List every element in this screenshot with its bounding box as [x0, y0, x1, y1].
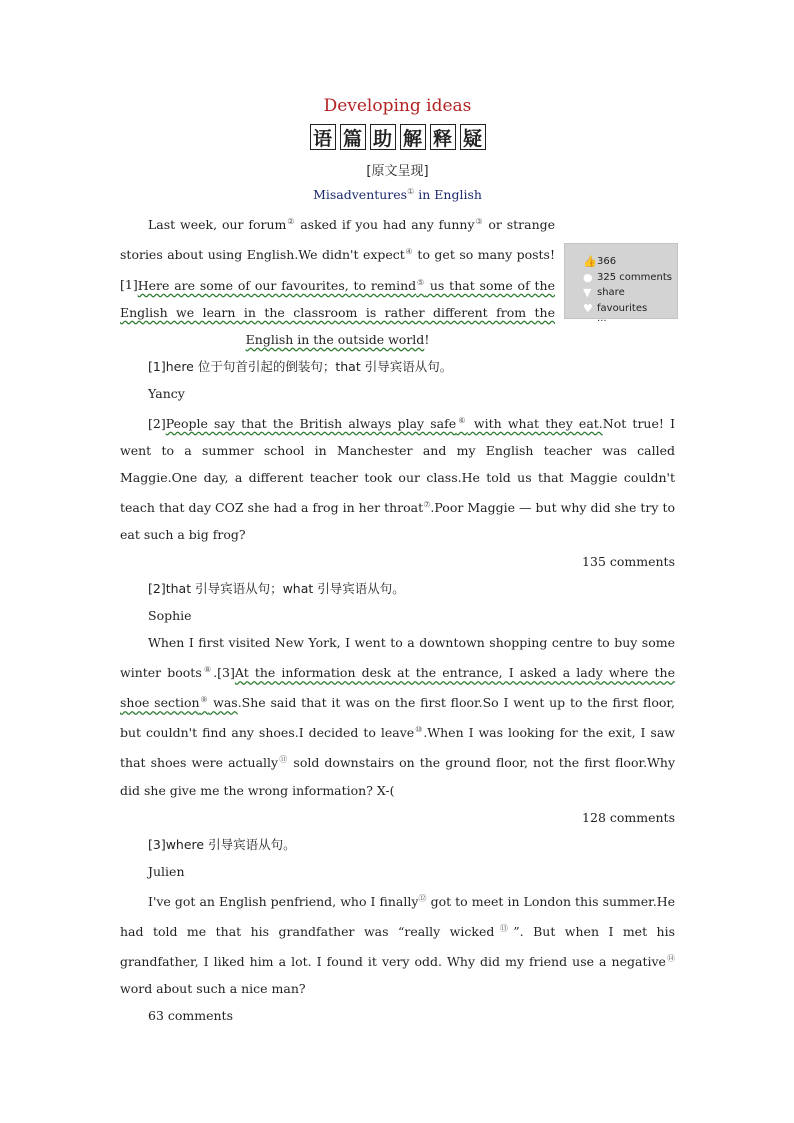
section-banner — [120, 124, 675, 150]
banner-char: 释 — [430, 124, 456, 150]
banner-char: 语 — [310, 124, 336, 150]
grammar-note: [2]that 引导宾语从句；what 引导宾语从句。 — [148, 580, 405, 596]
grammar-note: [3]where 引导宾语从句。 — [148, 836, 296, 852]
banner-char: 助 — [370, 124, 396, 150]
comment-bubble-icon: ● — [583, 270, 593, 284]
comment-count[interactable]: 128 comments — [582, 809, 675, 825]
banner-char: 解 — [400, 124, 426, 150]
more-row[interactable]: ... — [597, 316, 607, 322]
highlighted-sentence: At the information desk at the entrance, I asked a lady where the shoe section⑨ was — [120, 665, 676, 711]
username: Yancy — [148, 385, 185, 401]
highlighted-sentence: People say that the British always play safe⑥ with what they eat. — [165, 415, 603, 431]
page-heading: Developing ideas — [323, 96, 472, 116]
post-paragraph: I've got an English penfriend, who I finally⑫ got to meet in London this summer.He had told me that his grandfather was “really wicked⑬”. But when I met his grandfather, I liked him a lot. I found it very odd. Why did my friend use a negative⑭ word about such a nice man? — [120, 893, 676, 997]
banner-char: 疑 — [460, 124, 486, 150]
thumbs-up-icon: 👍 — [583, 255, 597, 269]
banner-char: 篇 — [340, 124, 366, 150]
comment-count[interactable]: 135 comments — [582, 553, 675, 569]
share-row[interactable]: ▼ share — [583, 286, 625, 300]
username: Julien — [148, 863, 185, 879]
comments-row[interactable]: ● 325 comments — [583, 270, 672, 284]
favourites-row[interactable]: ♥ favourites — [583, 301, 648, 315]
comment-count[interactable]: 63 comments — [148, 1008, 233, 1024]
grammar-note: [1]here 位于句首引起的倒装句；that 引导宾语从句。 — [148, 358, 453, 374]
document-page — [120, 96, 675, 1029]
share-icon: ▼ — [583, 286, 592, 300]
intro-paragraph: Last week, our forum② asked if you had any funny③ or strange stories about using English.We didn't expect④ to get so many posts! [1]Here are some of our favourites, to remind⑤ us that some of the English we learn in the classroom is rather different from the English in the outside world! — [120, 217, 556, 347]
likes-row[interactable]: 👍 366 — [583, 255, 617, 269]
post-paragraph: [2]People say that the British always play safe⑥ with what they eat.Not true! I went to a summer school in Manchester and my English teacher was called Maggie.One day, a different teacher took our class.He told us that Maggie couldn't teach that day COZ she had a frog in her throat⑦.Poor Maggie — but why did she try to eat such a big frog? — [120, 415, 676, 542]
highlighted-sentence: Here are some of our favourites, to remind⑤ us that some of the English we learn in the classroom is rather different from the English in the outside world — [120, 277, 555, 347]
username: Sophie — [148, 607, 192, 623]
post-paragraph: When I first visited New York, I went to a downtown shopping centre to buy some winter boots⑧.[3]At the information desk at the entrance, I asked a lady where the shoe section⑨ was.She said that it was on the first floor.So I went up to the first floor, but couldn't find any shoes.I decided to leave⑩.When I was looking for the exit, I saw that shoes were actually⑪ sold downstairs on the ground floor, not the first floor.Why did she give me the wrong information? X-( — [120, 634, 676, 798]
post-stats-box — [564, 243, 678, 322]
heart-icon: ♥ — [583, 301, 593, 315]
article-title: Misadventures① in English — [313, 187, 482, 203]
section-label: [原文呈现] — [366, 164, 429, 179]
